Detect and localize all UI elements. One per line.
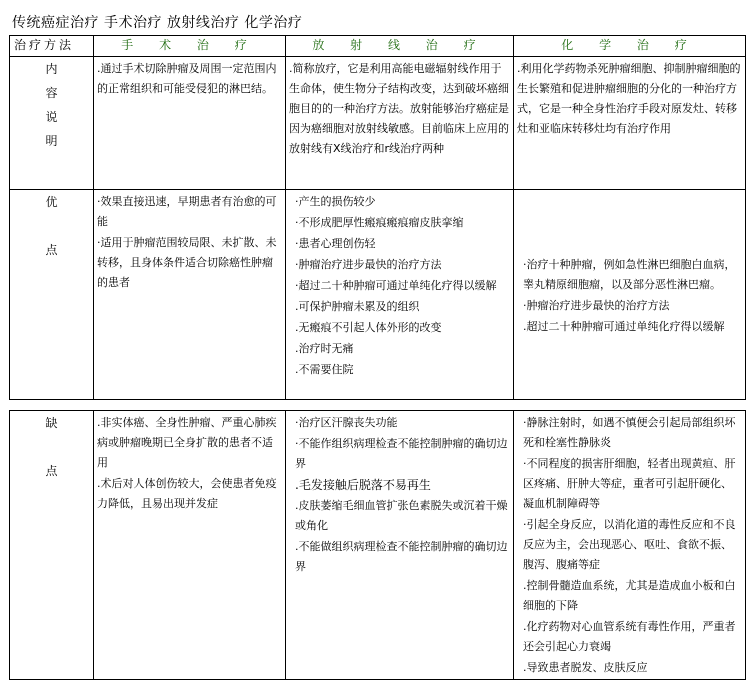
cell-radiation-description: .简称放疗，它是利用高能电磁辐射线作用于生命体，使生物分子结构改变，达到破坏癌细胞目的的一种治疗方法。放射能够治疗癌症是因为癌细胞对放射线敏感。目前临床上应用的放射线有X线治疗和r线治疗两种 (286, 57, 514, 190)
row-label-advantages: 优 点 (10, 190, 94, 400)
header-radiation: 放 射 线 治 疗 (286, 36, 514, 57)
cell-surgery-description: .通过手术切除肿瘤及周围一定范围内的正常组织和可能受侵犯的淋巴结。 (94, 57, 286, 190)
header-chemo: 化 学 治 疗 (514, 36, 746, 57)
row-label-description: 内 容 说 明 (10, 57, 94, 190)
cell-surgery-disadvantages: .非实体癌、全身性肿瘤、严重心肺疾病或肿瘤晚期已全身扩散的患者不适用 .术后对人体创伤较大，会使患者免疫力降低，且易出现并发症 (94, 411, 286, 680)
treatment-comparison-table (9, 35, 746, 680)
cell-chemo-description: .利用化学药物杀死肿瘤细胞、抑制肿瘤细胞的生长繁殖和促进肿瘤细胞的分化的一种治疗方式，它是一种全身性治疗手段对原发灶、转移灶和亚临床转移灶均有治疗作用 (514, 57, 746, 190)
cell-radiation-disadvantages: ·治疗区汗腺丧失功能 ·不能作组织病理检查不能控制肿瘤的确切边界 .毛发接触后脱落不易再生 .皮肤萎缩毛细血管扩张色素脱失或沉着干燥或角化 .不能做组织病理检查不能控制肿瘤的确切边界 (286, 411, 514, 680)
row-label-disadvantages: 缺 点 (10, 411, 94, 680)
table-row-disadvantages (10, 411, 746, 680)
cell-chemo-advantages: ·治疗十种肿瘤，例如急性淋巴细胞白血病，睾丸精原细胞瘤，以及部分恶性淋巴瘤。 ·肿瘤治疗进步最快的治疗方法 .超过二十种肿瘤可通过单纯化疗得以缓解 (514, 190, 746, 400)
header-surgery: 手 术 治 疗 (94, 36, 286, 57)
page-title: 传统癌症治疗 手术治疗 放射线治疗 化学治疗 (12, 15, 303, 31)
header-method: 治疗方法 (10, 36, 94, 57)
cell-chemo-disadvantages: ·静脉注射时，如遇不慎便会引起局部组织坏死和栓塞性静脉炎 ·不同程度的损害肝细胞，轻者出现黄疸、肝区疼痛、肝肿大等症，重者可引起肝硬化、凝血机制障碍等 ·引起全身反应，以消化道的毒性反应和不良反应为主，会出现恶心、呕吐、食欲不振、腹泻、腹痛等症 .控制骨髓造血系统，尤其是造成血小板和白细胞的下降 .化疗药物对心血管系统有毒性作用，严重者还会引起心力衰竭 .导致患者脱发、皮肤反应 (514, 411, 746, 680)
cell-surgery-advantages: ·效果直接迅速，早期患者有治愈的可能 ·适用于肿瘤范围较局限、未扩散、未转移，且身体条件适合切除癌性肿瘤的患者 (94, 190, 286, 400)
table-gap-row (10, 400, 746, 411)
table-row-advantages (10, 190, 746, 400)
table-header-row (10, 36, 746, 57)
cell-radiation-advantages: ·产生的损伤较少 ·不形成肥厚性瘢痕瘢痕瘤皮肤挛缩 ·患者心理创伤轻 ·肿瘤治疗进步最快的治疗方法 ·超过二十种肿瘤可通过单纯化疗得以缓解 .可保护肿瘤未累及的组织 .无瘢痕不引起人体外形的改变 .治疗时无痛 .不需要住院 (286, 190, 514, 400)
table-row-description (10, 57, 746, 190)
